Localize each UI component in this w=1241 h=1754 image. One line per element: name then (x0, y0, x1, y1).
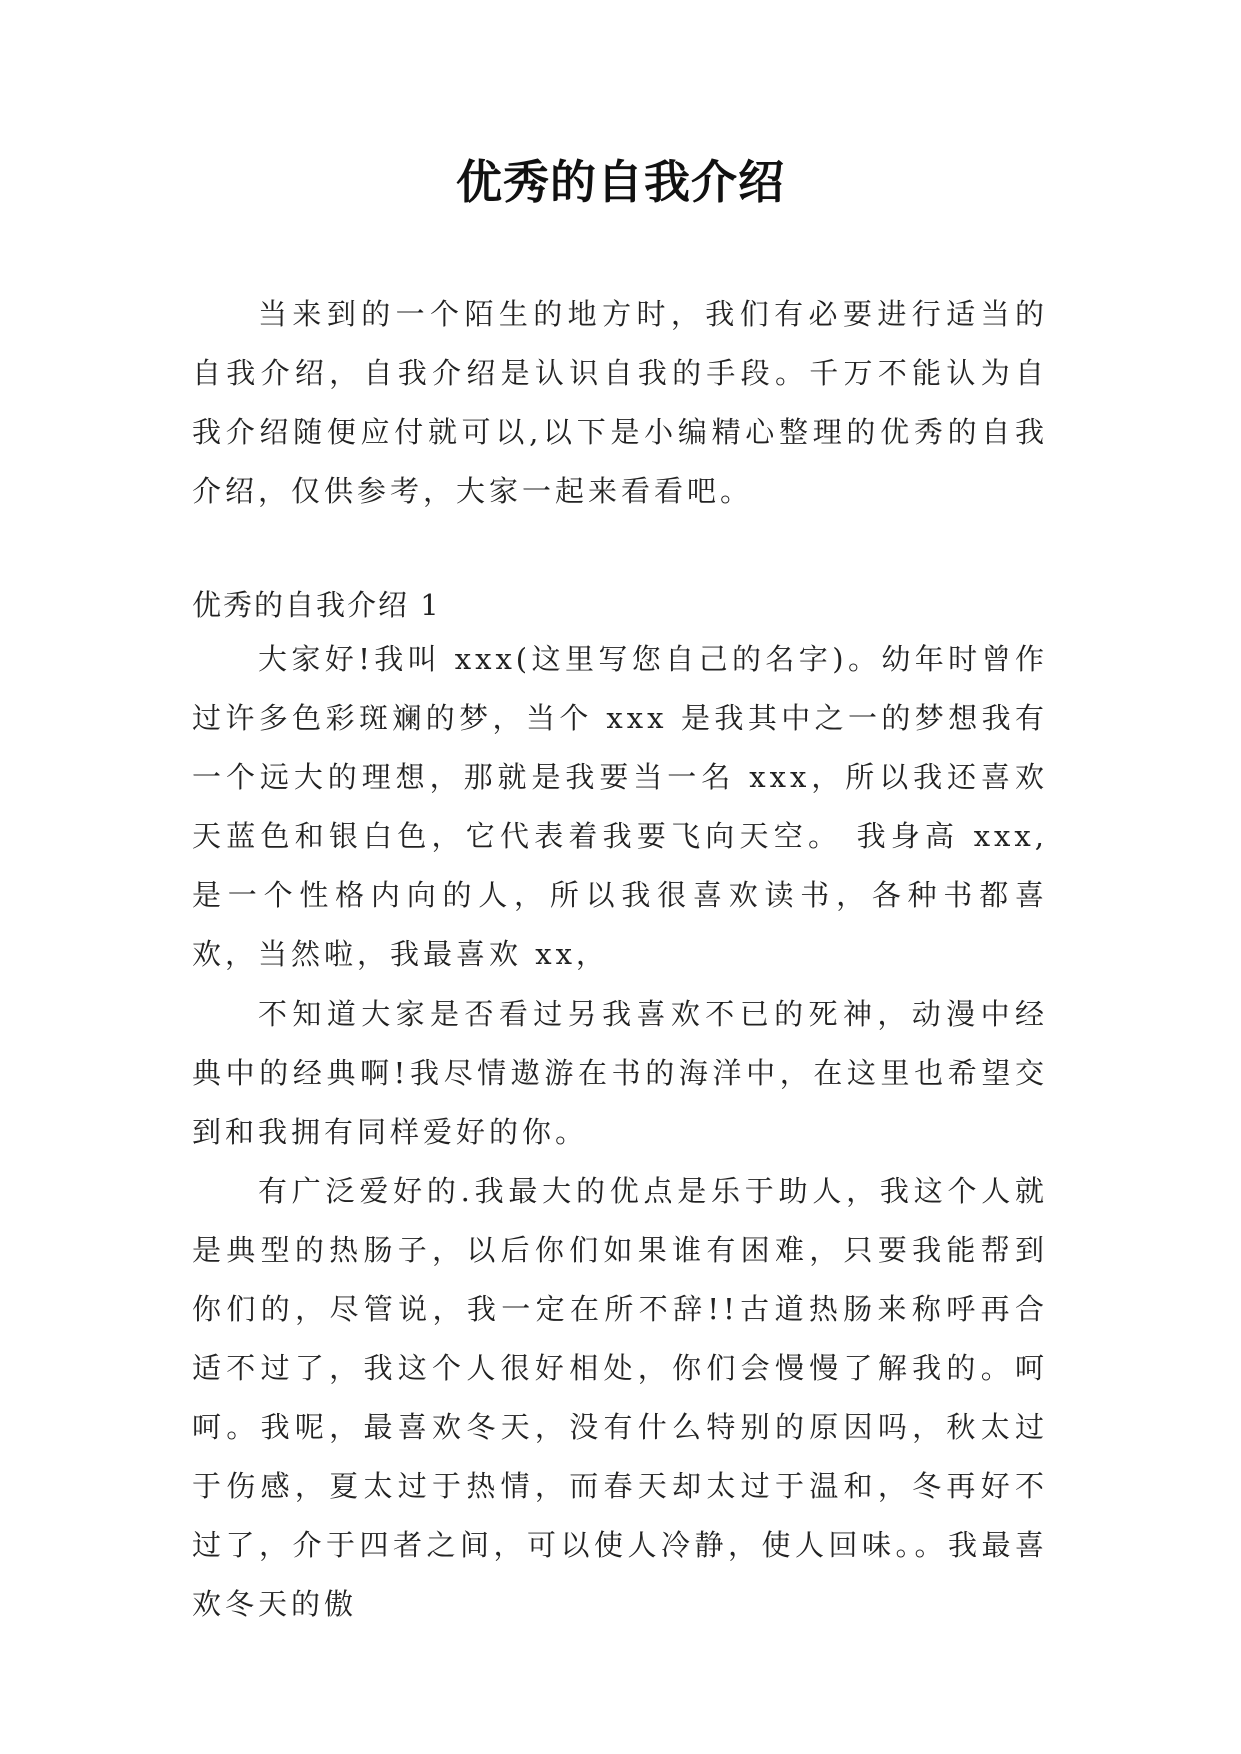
body-paragraph-3: 有广泛爱好的.我最大的优点是乐于助人，我这个人就是典型的热肠子，以后你们如果谁有困难，只要我能帮到你们的，尽管说，我一定在所不辞!!古道热肠来称呼再合适不过了，我这个人很好相处，你们会慢慢了解我的。呵呵。我呢，最喜欢冬天，没有什么特别的原因吗，秋太过于伤感，夏太过于热情，而春天却太过于温和，冬再好不过了，介于四者之间，可以使人冷静，使人回味。。我最喜欢冬天的傲 (192, 1174, 1048, 1621)
intro-paragraph: 当来到的一个陌生的地方时，我们有必要进行适当的自我介绍，自我介绍是认识自我的手段。千万不能认为自我介绍随便应付就可以,以下是小编精心整理的优秀的自我介绍，仅供参考，大家一起来看看吧。 (192, 297, 1048, 508)
body-paragraph-1: 大家好!我叫 xxx(这里写您自己的名字)。幼年时曾作过许多色彩斑斓的梦，当个 xxx 是我其中之一的梦想我有一个远大的理想，那就是我要当一名 xxx，所以我还喜欢天蓝色和银白色，它代表着我要飞向天空。 我身高 xxx,是一个性格内向的人，所以我很喜欢读书，各种书都喜欢，当然啦，我最喜欢 xx， (192, 642, 1048, 971)
body-paragraph-2: 不知道大家是否看过另我喜欢不已的死神，动漫中经典中的经典啊!我尽情遨游在书的海洋中，在这里也希望交到和我拥有同样爱好的你。 (192, 997, 1048, 1149)
section-heading: 优秀的自我介绍 1 (192, 588, 441, 622)
document-title: 优秀的自我介绍 (456, 155, 785, 209)
